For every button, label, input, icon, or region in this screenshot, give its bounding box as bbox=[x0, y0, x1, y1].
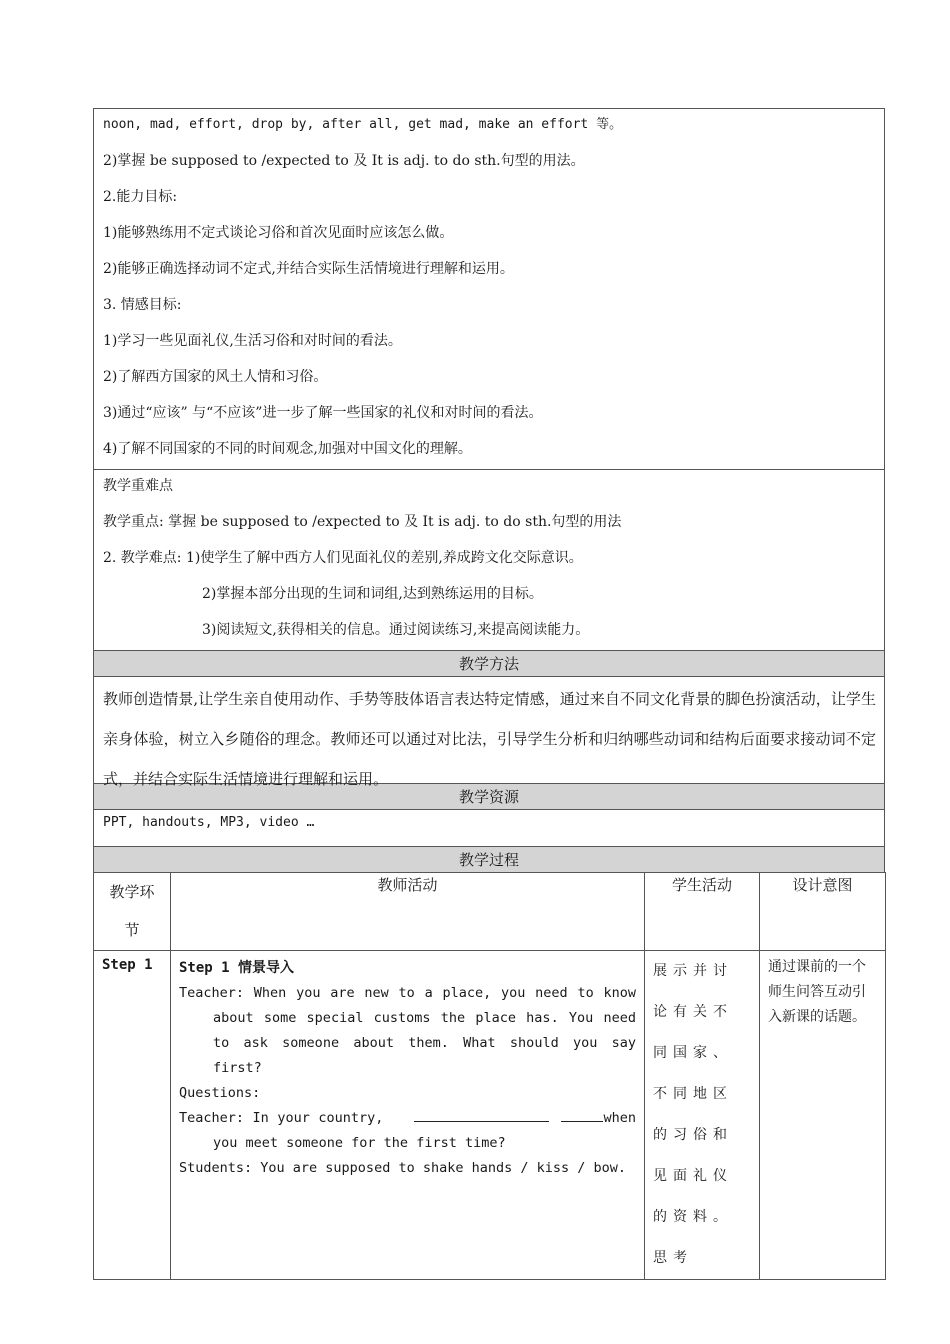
methods-text: 教师创造情景,让学生亲自使用动作、手势等肢体语言表达特定情感，通过来自不同文化背景的脚色扮演活动，让学生亲身体验，树立入乡随俗的理念。教师还可以通过对比法，引导学生分析和归纳哪些动词和结构后面要求接动词不定式，并结合实际生活情境进行理解和运用。 bbox=[103, 690, 876, 788]
step1-teacher-cell bbox=[171, 951, 645, 1280]
resources-section bbox=[93, 809, 885, 846]
difficulty-line-1: 2. 教学难点: 1)使学生了解中西方人们见面礼仪的差别,养成跨文化交际意识。 bbox=[103, 550, 583, 566]
step1-questions-label: Questions: bbox=[179, 1085, 261, 1101]
objective-grammar-line: 2)掌握 be supposed to /expected to 及 It is adj. to do sth.句型的用法。 bbox=[103, 153, 585, 169]
resources-text: PPT, handouts, MP3, video … bbox=[103, 815, 315, 830]
ability-goal-2: 2)能够正确选择动词不定式,并结合实际生活情境进行理解和运用。 bbox=[103, 261, 514, 277]
process-header: 教学过程 bbox=[93, 846, 885, 872]
step1-teacher-intro: Teacher: When you are new to a place, you need to know about some special customs the place has. You need to ask someone about them. What should you say first? bbox=[179, 985, 636, 1076]
difficulty-line-3: 3)阅读短文,获得相关的信息。通过阅读练习,来提高阅读能力。 bbox=[202, 622, 590, 638]
objectives-section bbox=[93, 108, 885, 469]
step1-design-intent-cell: 通过课前的一个师生问答互动引入新课的话题。 bbox=[760, 951, 886, 1280]
emotion-goal-3: 3)通过“应该” 与“不应该”进一步了解一些国家的礼仪和对时间的看法。 bbox=[103, 405, 543, 421]
col-header-stage: 教学环节 bbox=[94, 873, 171, 951]
resources-header: 教学资源 bbox=[93, 783, 885, 809]
emotion-goal-heading: 3. 情感目标: bbox=[103, 297, 182, 313]
answer-blank-1[interactable] bbox=[414, 1107, 549, 1122]
key-points-heading: 教学重难点 bbox=[103, 478, 173, 494]
objective-vocab-line: noon, mad, effort, drop by, after all, get mad, make an effort 等。 bbox=[103, 117, 623, 132]
col-header-student: 学生活动 bbox=[645, 873, 760, 951]
process-table-header-row bbox=[94, 873, 886, 951]
emotion-goal-4: 4)了解不同国家的不同的时间观念,加强对中国文化的理解。 bbox=[103, 441, 472, 457]
methods-section bbox=[93, 676, 885, 788]
lesson-plan-sheet bbox=[93, 108, 885, 1280]
step1-student-activity-cell: 展示并讨论有关不同国家、不同地区的习俗和见面礼仪的资料。思考 bbox=[645, 951, 760, 1280]
col-header-teacher: 教师活动 bbox=[171, 873, 645, 951]
difficulty-line-2: 2)掌握本部分出现的生词和词组,达到熟练运用的目标。 bbox=[202, 586, 543, 602]
step1-title: Step 1 情景导入 bbox=[179, 960, 295, 976]
emotion-goal-1: 1)学习一些见面礼仪,生活习俗和对时间的看法。 bbox=[103, 333, 402, 349]
methods-header: 教学方法 bbox=[93, 650, 885, 676]
table-row bbox=[94, 951, 886, 1280]
emotion-goal-2: 2)了解西方国家的风土人情和习俗。 bbox=[103, 369, 328, 385]
answer-blank-2[interactable] bbox=[561, 1107, 603, 1122]
key-points-section bbox=[93, 469, 885, 650]
key-point-line: 教学重点: 掌握 be supposed to /expected to 及 It is adj. to do sth.句型的用法 bbox=[103, 514, 622, 530]
ability-goal-1: 1)能够熟练用不定式谈论习俗和首次见面时应该怎么做。 bbox=[103, 225, 454, 241]
ability-goal-heading: 2.能力目标: bbox=[103, 189, 178, 205]
step1-stage-cell: Step 1 bbox=[94, 951, 171, 1280]
process-table bbox=[93, 872, 886, 1280]
col-header-design: 设计意图 bbox=[760, 873, 886, 951]
step1-student-answer: Students: You are supposed to shake hands / kiss / bow. bbox=[179, 1160, 627, 1176]
step1-question: Teacher: In your country, when you meet someone for the first time? bbox=[179, 1106, 636, 1156]
